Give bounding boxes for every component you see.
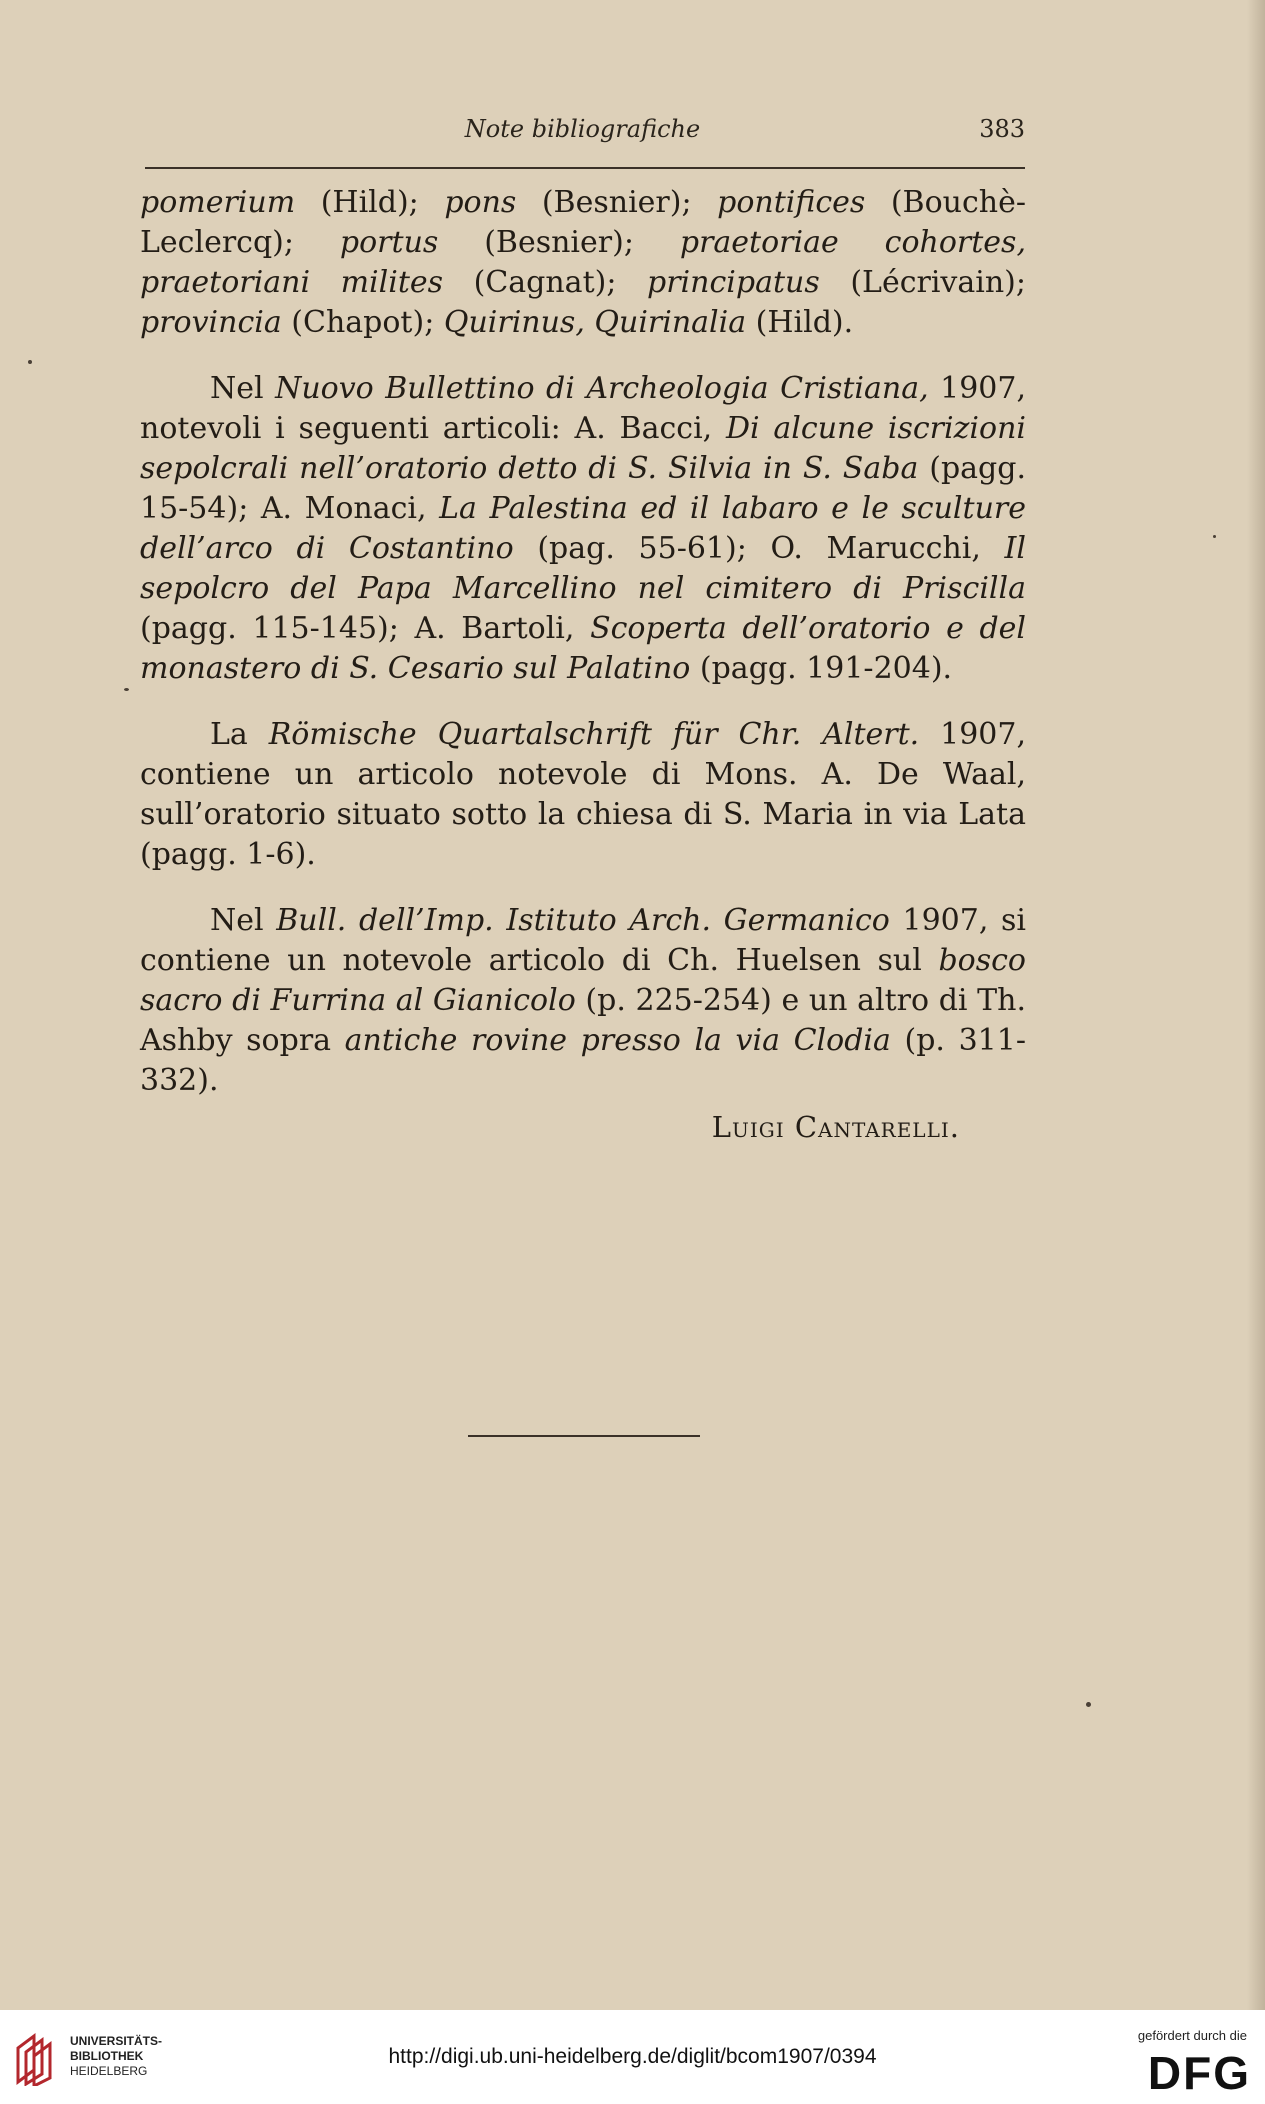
text-run: (Lécrivain); <box>819 265 1026 300</box>
paragraph-gap <box>140 875 1026 901</box>
term-principatus: principatus <box>647 265 820 300</box>
journal-title: Römische Quartalschrift für Chr. Altert. <box>268 717 920 752</box>
body-text <box>140 183 1026 1101</box>
term-pontifices: pontifices <box>717 185 866 220</box>
end-rule <box>468 1435 700 1437</box>
text-run: La <box>210 717 269 752</box>
text-run: (p. 225-254) e un altro di Th. Ashby sopra <box>140 983 1026 1058</box>
text-run: Nel <box>210 903 277 938</box>
text-run: (pagg. 115-145); A. Bartoli, <box>140 611 591 646</box>
text-run: (Bouchè-Leclercq); <box>140 185 1026 260</box>
library-name-line: HEIDELBERG <box>70 2064 148 2078</box>
text-run: (Besnier); <box>516 185 718 220</box>
text-run: (Hild). <box>746 305 854 340</box>
text-run: Nel <box>210 371 276 406</box>
funding-label: gefördert durch die <box>1137 2028 1247 2043</box>
text-run: (Cagnat); <box>443 265 648 300</box>
text-run: (pag. 55-61); O. Marucchi, <box>513 531 1005 566</box>
paper-speck <box>124 688 129 691</box>
term-pomerium: pomerium <box>140 185 296 220</box>
term-pons: pons <box>444 185 517 220</box>
footer-bar <box>0 2010 1265 2104</box>
library-name-line: UNIVERSITÄTS- <box>70 2034 163 2048</box>
paragraph-gap <box>140 689 1026 715</box>
paragraph-gap <box>140 343 1026 369</box>
text-run: (pagg. 15-54); A. Monaci, <box>140 451 1026 526</box>
journal-title: Bull. dell’Imp. Istituto Arch. Germanico <box>276 903 890 938</box>
paragraph-encyclopedia-entries <box>140 183 1026 343</box>
article-title: bosco sacro di Furrina al Gianicolo <box>140 943 1026 1018</box>
term-portus: portus <box>339 225 439 260</box>
paragraph-nuovo-bullettino <box>140 369 1026 689</box>
article-title: La Palestina ed il labaro e le sculture dell’arco di Costantino <box>140 491 1026 566</box>
text-run: 1907, contiene un articolo notevole di Mons. A. De Waal, sull’oratorio situato sotto la chiesa di S. Maria in via Lata (pagg. 1-6). <box>140 717 1027 872</box>
text-run: (Chapot); <box>281 305 444 340</box>
text-run: 1907, si contiene un notevole articolo di Ch. Huelsen sul <box>140 903 1027 978</box>
text-run: (Besnier); <box>438 225 680 260</box>
running-title: Note bibliografiche <box>464 115 701 143</box>
journal-title: Nuovo Bullettino di Archeologia Cristiana, <box>275 371 929 406</box>
term-praetoriae-cohortes: praetoriae cohortes, praetoriani milites <box>140 225 1026 300</box>
article-title: Il sepolcro del Papa Marcellino nel cimitero di Priscilla <box>140 531 1026 606</box>
term-quirinus: Quirinus, Quirinalia <box>443 305 747 340</box>
text-run: (p. 311-332). <box>140 1023 1026 1098</box>
dfg-logo: DFG <box>1147 2047 1251 2099</box>
paper-speck <box>1213 535 1216 538</box>
text-run: (Hild); <box>295 185 445 220</box>
paragraph-roemische-quartalschrift <box>140 715 1026 875</box>
permalink-url[interactable]: http://digi.ub.uni-heidelberg.de/diglit/bcom1907/0394 <box>388 2045 877 2068</box>
article-title: Di alcune iscrizioni sepolcrali nell’oratorio detto di S. Silvia in S. Saba <box>140 411 1026 486</box>
article-title: antiche rovine presso la via Clodia <box>344 1023 891 1058</box>
paper-speck <box>1086 1702 1091 1707</box>
running-head <box>140 115 1025 151</box>
paper-speck <box>28 360 32 364</box>
library-name-line: BIBLIOTHEK <box>70 2049 144 2063</box>
header-rule <box>145 167 1025 169</box>
page-number: 383 <box>979 115 1025 143</box>
article-title: Scoperta dell’oratorio e del monastero di S. Cesario sul Palatino <box>140 611 1027 686</box>
author-signature: Luigi Cantarelli. <box>711 1110 960 1144</box>
term-provincia: provincia <box>140 305 282 340</box>
page-edge-shadow <box>1247 0 1265 2010</box>
text-run: 1907, notevoli i seguenti articoli: A. Bacci, <box>140 371 1027 446</box>
paragraph-bull-istituto <box>140 901 1026 1101</box>
text-run: (pagg. 191-204). <box>690 651 953 686</box>
